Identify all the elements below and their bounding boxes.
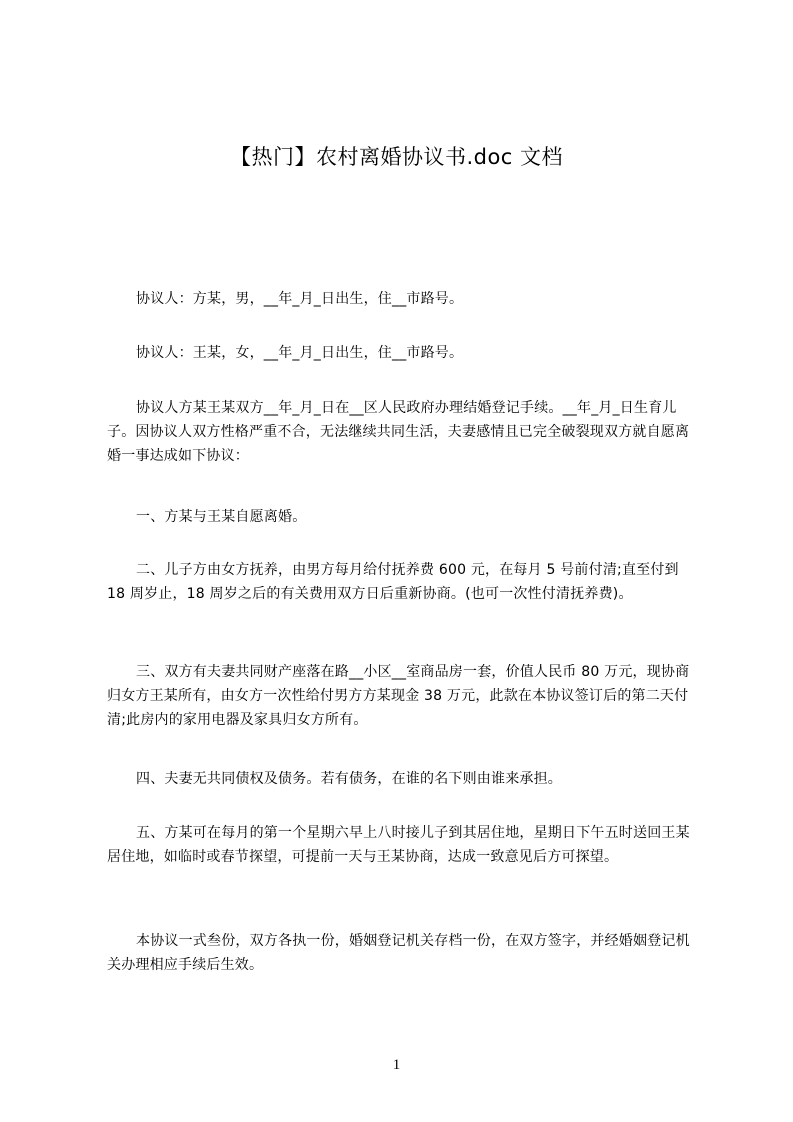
paragraph-clause-2: 二、儿子方由女方抚养，由男方每月给付抚养费 600 元，在每月 5 号前付清;直至付到 18 周岁止，18 周岁之后的有关费用双方日后重新协商。(也可一次性付清抚养费)。 [107,562,679,602]
document-title: 【热门】农村离婚协议书.doc 文档 [229,145,564,169]
paragraph-clause-1: 一、方某与王某自愿离婚。 [136,509,307,525]
paragraph-party-a: 协议人：方某，男，__年_月_日出生，住__市路号。 [136,291,464,307]
paragraph-clause-4: 四、夫妻无共同债权及债务。若有债务，在谁的名下则由谁来承担。 [136,771,562,787]
paragraph-clause-5: 五、方某可在每月的第一个星期六早上八时接儿子到其居住地，星期日下午五时送回王某居住地，如临时或春节探望，可提前一天与王某协商，达成一致意见后方可探望。 [107,825,690,865]
paragraph-effectiveness: 本协议一式叁份，双方各执一份，婚姻登记机关存档一份，在双方签字，并经婚姻登记机关办理相应手续后生效。 [107,933,690,973]
paragraph-clause-3: 三、双方有夫妻共同财产座落在路__小区__室商品房一套，价值人民币 80 万元，现协商归女方王某所有，由女方一次性给付男方方某现金 38 万元，此款在本协议签订后的第二天付清;此房内的家用电器及家具归女方所有。 [107,664,690,728]
paragraph-preamble: 协议人方某王某双方__年_月_日在__区人民政府办理结婚登记手续。__年_月_日生育儿子。因协议人双方性格严重不合，无法继续共同生活，夫妻感情且已完全破裂现双方就自愿离婚一事达成如下协议： [107,400,690,464]
page-number: 1 [392,1057,401,1073]
paragraph-party-b: 协议人：王某，女，__年_月_日出生，住__市路号。 [136,345,464,361]
